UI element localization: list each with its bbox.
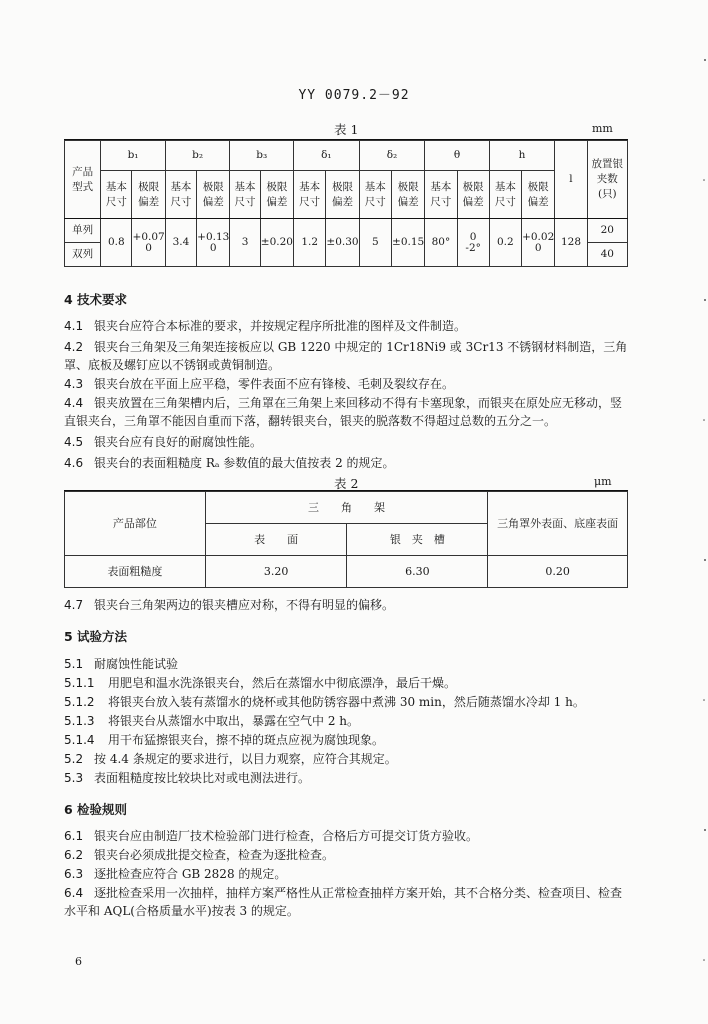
item-text: 银夹台应由制造厂技术检验部门进行检查，合格后方可提交订货方验收。: [94, 829, 479, 843]
cell-h-basic: 0.2: [489, 219, 521, 267]
item-number: 4.3: [64, 377, 84, 391]
item-text: 按 4.4 条规定的要求进行，以目力观察，应符合其规定。: [94, 752, 397, 766]
cell-theta-basic: 80°: [425, 219, 457, 267]
item-text: 将银夹台放入装有蒸馏水的烧杯或其他防锈容器中煮沸 30 min，然后随蒸馏水冷却 1 h。: [108, 695, 585, 709]
item-number: 5.1: [64, 657, 84, 671]
th-clip-groove: 银 夹 槽: [347, 524, 488, 556]
th-theta-limit: 极限 偏差: [457, 171, 489, 219]
cell-b1-basic: 0.8: [101, 219, 132, 267]
item-text: 银夹台三角架及三角架连接板应以 GB 1220 中规定的 1Cr18Ni9 或 3Cr13 不锈钢材料制造，三角罩、底板及螺钉应以不锈钢或黄铜制造。: [64, 340, 628, 372]
th-b1-limit: 极限 偏差: [132, 171, 165, 219]
th-surface: 表 面: [205, 524, 347, 556]
item-5-3: [64, 769, 628, 787]
item-4-6: [64, 454, 628, 472]
th-l: l: [555, 141, 587, 219]
item-text: 用肥皂和温水洗涤银夹台，然后在蒸馏水中彻底漂净，最后干燥。: [108, 676, 457, 690]
th-product-type: 产品 型式: [65, 141, 101, 219]
item-5-1-2: [64, 693, 628, 711]
th-b3-basic: 基本 尺寸: [230, 171, 260, 219]
th-capacity: 放置银 夹数 (只): [587, 141, 627, 219]
item-text: 用干布猛擦银夹台，擦不掉的斑点应视为腐蚀现象。: [108, 733, 385, 747]
item-4-5: [64, 433, 628, 451]
cell-roughness-groove: 6.30: [347, 556, 488, 588]
item-number: 6.3: [64, 867, 84, 881]
row-roughness-label: 表面粗糙度: [65, 556, 206, 588]
cell-l: 128: [555, 219, 587, 267]
section-5-title: 5 试验方法: [64, 629, 128, 644]
item-text: 银夹台必须成批提交检查，检查为逐批检查。: [94, 848, 335, 862]
cell-roughness-surface: 3.20: [205, 556, 347, 588]
item-5-1-1: [64, 674, 628, 692]
item-number: 5.1.1: [64, 676, 95, 690]
th-b2-limit: 极限 偏差: [197, 171, 230, 219]
row-name-double: 双列: [65, 243, 101, 267]
item-number: 4.5: [64, 435, 84, 449]
th-b2-basic: 基本 尺寸: [165, 171, 196, 219]
item-4-4: [64, 394, 628, 430]
item-5-1-4: [64, 731, 628, 749]
table2-caption: 表 2: [334, 476, 359, 491]
item-5-1-3: [64, 712, 628, 730]
th-delta1: δ₁: [294, 141, 360, 171]
item-text: 银夹台三角架两边的银夹槽应对称，不得有明显的偏移。: [94, 598, 395, 612]
item-number: 4.4: [64, 396, 84, 410]
item-text: 表面粗糙度按比较块比对或电测法进行。: [94, 771, 311, 785]
item-text: 耐腐蚀性能试验: [94, 657, 179, 671]
cell-b1-limit: +0.07 0: [132, 219, 165, 267]
item-text: 银夹放置在三角架槽内后，三角罩在三角架上来回移动不得有卡塞现象，而银夹在原处应无移动，竖直银夹台，三角罩不能因自重而下落，翻转银夹台，银夹的脱落数不得超过总数的五分之一。: [64, 396, 623, 428]
th-cover-base: 三角罩外表面、底座表面: [488, 492, 628, 556]
cell-b2-basic: 3.4: [165, 219, 196, 267]
cell-d1-basic: 1.2: [294, 219, 326, 267]
th-delta2: δ₂: [359, 141, 425, 171]
item-number: 6.2: [64, 848, 84, 862]
th-triangle-frame: 三 角 架: [205, 492, 488, 524]
th-b3: b₃: [230, 141, 294, 171]
item-number: 5.1.3: [64, 714, 95, 728]
th-b1: b₁: [101, 141, 166, 171]
cell-capacity-double: 40: [587, 243, 627, 267]
th-theta-basic: 基本 尺寸: [425, 171, 457, 219]
item-number: 6.4: [64, 886, 84, 900]
row-name-single: 单列: [65, 219, 101, 243]
table1-unit: mm: [592, 122, 613, 135]
item-number: 4.6: [64, 456, 84, 470]
item-6-4: [64, 884, 628, 920]
cell-b2-limit: +0.13 0: [197, 219, 230, 267]
table1: [64, 140, 628, 267]
th-product-part: 产品部位: [65, 492, 206, 556]
item-4-7: [64, 596, 628, 614]
item-number: 6.1: [64, 829, 84, 843]
item-number: 5.1.2: [64, 695, 95, 709]
item-text: 将银夹台从蒸馏水中取出，暴露在空气中 2 h。: [108, 714, 359, 728]
item-text: 银夹台的表面粗糙度 Rₐ 参数值的最大值按表 2 的规定。: [94, 456, 395, 470]
th-b1-basic: 基本 尺寸: [101, 171, 132, 219]
th-theta: θ: [425, 141, 489, 171]
th-h: h: [489, 141, 555, 171]
item-5-1: [64, 655, 628, 673]
th-d1-basic: 基本 尺寸: [294, 171, 326, 219]
cell-roughness-cover: 0.20: [488, 556, 628, 588]
th-b3-limit: 极限 偏差: [260, 171, 293, 219]
cell-b3-limit: ±0.20: [260, 219, 293, 267]
page-number: 6: [75, 955, 82, 968]
cell-h-limit: +0.02 0: [521, 219, 554, 267]
item-text: 逐批检查应符合 GB 2828 的规定。: [94, 867, 287, 881]
item-number: 4.7: [64, 598, 84, 612]
item-number: 5.2: [64, 752, 84, 766]
item-number: 4.1: [64, 319, 84, 333]
scan-edge-marks: [700, 0, 708, 1024]
th-d1-limit: 极限 偏差: [326, 171, 359, 219]
th-d2-basic: 基本 尺寸: [359, 171, 391, 219]
item-4-2: [64, 338, 628, 374]
item-5-2: [64, 750, 628, 768]
item-6-1: [64, 827, 628, 845]
section-6-title: 6 检验规则: [64, 802, 128, 817]
item-6-2: [64, 846, 628, 864]
cell-d2-limit: ±0.15: [391, 219, 424, 267]
item-text: 银夹台应有良好的耐腐蚀性能。: [94, 435, 263, 449]
item-4-3: [64, 375, 628, 393]
th-h-basic: 基本 尺寸: [489, 171, 521, 219]
cell-theta-limit: 0 -2°: [457, 219, 489, 267]
cell-capacity-single: 20: [587, 219, 627, 243]
standard-code: YY 0079.2－92: [298, 88, 410, 103]
item-number: 4.2: [64, 340, 84, 354]
cell-d2-basic: 5: [359, 219, 391, 267]
item-text: 逐批检查采用一次抽样，抽样方案严格性从正常检查抽样方案开始，其不合格分类、检查项目、检查水平和 AQL(合格质量水平)按表 3 的规定。: [64, 886, 623, 918]
th-b2: b₂: [165, 141, 230, 171]
table2-unit: μm: [594, 475, 612, 488]
table1-caption: 表 1: [334, 122, 359, 137]
th-d2-limit: 极限 偏差: [391, 171, 424, 219]
table2: [64, 491, 628, 588]
item-6-3: [64, 865, 628, 883]
item-text: 银夹台放在平面上应平稳，零件表面不应有锋棱、毛刺及裂纹存在。: [94, 377, 455, 391]
item-number: 5.1.4: [64, 733, 95, 747]
cell-d1-limit: ±0.30: [326, 219, 359, 267]
item-number: 5.3: [64, 771, 84, 785]
th-h-limit: 极限 偏差: [521, 171, 554, 219]
section-4-title: 4 技术要求: [64, 292, 128, 307]
cell-b3-basic: 3: [230, 219, 260, 267]
item-text: 银夹台应符合本标准的要求，并按规定程序所批准的图样及文件制造。: [94, 319, 467, 333]
item-4-1: [64, 317, 628, 335]
